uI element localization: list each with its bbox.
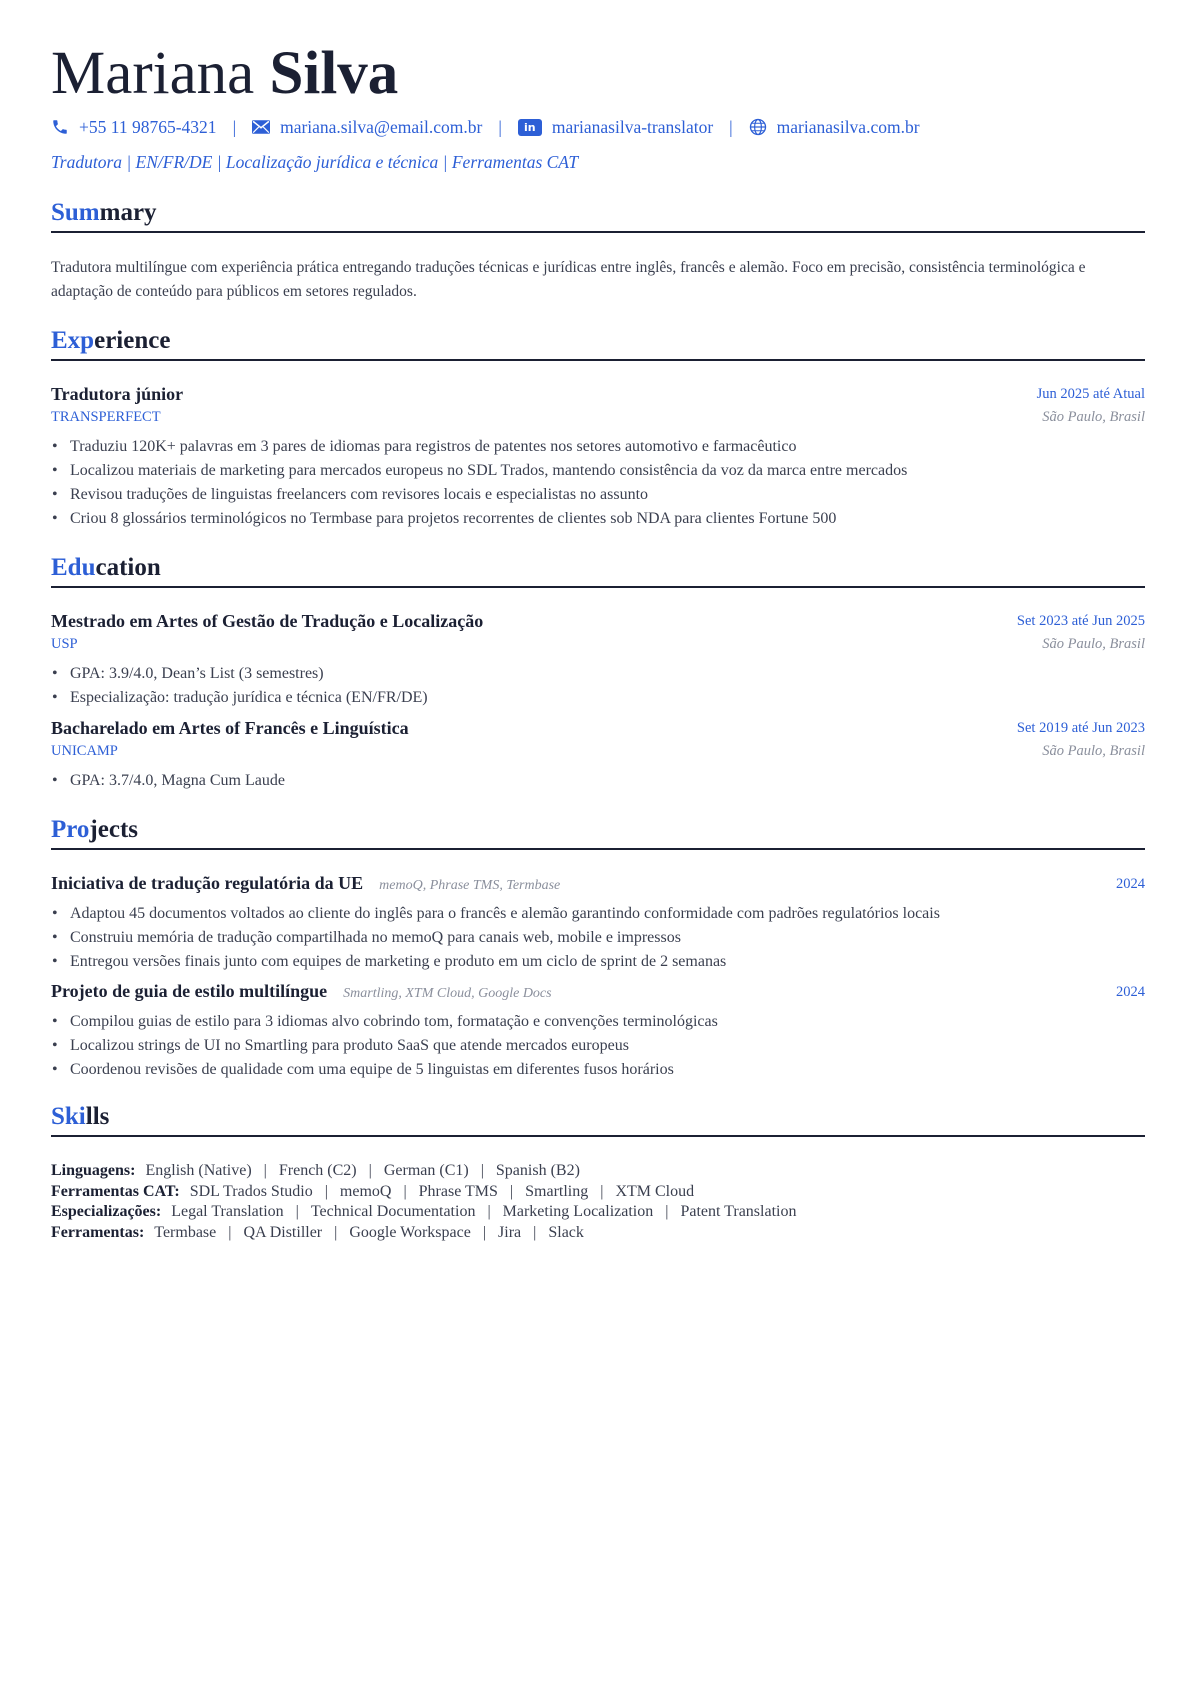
skill-value: Phrase TMS [418,1182,498,1200]
skill-value: Spanish (B2) [495,1162,580,1179]
skill-value: Slack [548,1223,584,1241]
list-item: • Construiu memória de tradução compartilhada no memoQ para canais web, mobile e impressos [51,926,1145,950]
skills-label: Ferramentas CAT: [51,1182,180,1200]
list-item: • GPA: 3.7/4.0, Magna Cum Laude [51,769,1145,793]
project-name-text: Projeto de guia de estilo multilíngue [51,981,328,1001]
skill-value: Technical Documentation [310,1203,476,1220]
contact-separator: | [729,116,733,137]
skill-value: German (C1) [383,1162,469,1179]
skill-separator: | [533,1223,537,1241]
skill-value: Google Workspace [349,1223,471,1241]
skill-value: Legal Translation [171,1203,284,1220]
section-title-accent: Exp [51,327,95,354]
phone-text: +55 11 98765-4321 [79,116,217,137]
experience-date: Jun 2025 até Atual [1036,386,1145,402]
linkedin-text: marianasilva-translator [551,116,714,137]
contact-bar [51,114,920,140]
education-org: UNICAMP [51,743,118,759]
list-item: • GPA: 3.9/4.0, Dean’s List (3 semestres) [51,662,1145,686]
project-bullets [51,902,1145,974]
contact-email[interactable] [252,117,482,138]
section-title-accent: Ski [51,1103,86,1130]
skill-separator: | [509,1182,514,1200]
section-title-skills [51,1102,1145,1137]
skill-separator: | [368,1162,372,1179]
section-title-rest: erience [94,327,171,354]
education-org: USP [51,636,78,652]
section-title-accent: Pro [51,816,90,843]
skills-label: Especializações: [51,1203,162,1220]
first-name: Mariana [51,40,255,107]
contact-phone[interactable] [51,117,217,138]
project-tech: Smartling, XTM Cloud, Google Docs [343,986,552,1001]
skills-row-specializations [51,1202,1145,1223]
section-title-education [51,553,1145,588]
project-name-text: Iniciativa de tradução regulatória da UE [51,873,364,893]
education-bullets [51,662,1145,710]
list-item: • Coordenou revisões de qualidade com uma equipe de 5 linguistas em diferentes fusos horários [51,1058,1145,1082]
skill-value: French (C2) [278,1162,357,1179]
section-title-experience [51,326,1145,361]
skill-separator: | [482,1223,487,1241]
globe-icon [749,118,767,136]
contact-separator: | [498,116,502,137]
section-title-summary [51,198,1145,233]
skill-separator: | [334,1223,338,1241]
contact-linkedin[interactable] [518,117,713,138]
experience-bullets [51,435,1145,531]
skills-row-tools [51,1223,1145,1244]
skill-value: QA Distiller [243,1223,323,1241]
list-item: • Compilou guias de estilo para 3 idiomas alvo cobrindo tom, formatação e convenções terminológicas [51,1010,1145,1034]
contact-website[interactable] [749,117,920,138]
education-degree: Mestrado em Artes of Gestão de Tradução e Localização [51,611,484,631]
education-location: São Paulo, Brasil [1042,743,1145,759]
skill-separator: | [665,1203,669,1220]
list-item: • Entregou versões finais junto com equipes de marketing e produto em um ciclo de sprint de 2 semanas [51,950,1145,974]
skill-value: Termbase [154,1223,217,1241]
summary-text: Tradutora multilíngue com experiência prática entregando traduções técnicas e jurídicas entre inglês, francês e alemão. Foco em precisão, consistência terminológica e adaptação de conteúdo para públicos em setores regulados. [51,259,1086,300]
section-title-rest: lls [85,1103,110,1130]
skill-value: Patent Translation [680,1203,797,1220]
education-date: Set 2019 até Jun 2023 [1016,720,1145,736]
section-title-accent: Edu [51,554,96,581]
project-date: 2024 [1116,984,1145,1000]
education-location: São Paulo, Brasil [1042,636,1145,652]
experience-org: TRANSPERFECT [51,409,161,425]
section-title-accent: Sum [51,199,100,226]
skill-value: Jira [498,1223,522,1241]
project-tech: memoQ, Phrase TMS, Termbase [379,878,561,893]
skill-value: English (Native) [145,1162,252,1179]
project-bullets [51,1010,1145,1082]
list-item: • Adaptou 45 documentos voltados ao cliente do inglês para o francês e alemão garantindo conformidade com padrões regulatórios locais [51,902,1145,926]
tagline: Tradutora | EN/FR/DE | Localização jurídica e técnica | Ferramentas CAT [51,152,579,172]
skill-value: Smartling [525,1182,589,1200]
list-item: • Criou 8 glossários terminológicos no Termbase para projetos recorrentes de clientes sob NDA para clientes Fortune 500 [51,507,1145,531]
skill-separator: | [403,1182,407,1200]
education-degree: Bacharelado em Artes of Francês e Linguística [51,718,409,738]
experience-role: Tradutora júnior [51,384,184,404]
skill-value: Marketing Localization [502,1203,654,1220]
section-title-rest: cation [95,554,161,581]
candidate-name [51,38,398,110]
section-title-projects [51,815,1145,850]
skill-separator: | [324,1182,328,1200]
last-name: Silva [269,40,399,107]
skills-row-cat-tools [51,1182,1145,1203]
skill-separator: | [487,1203,491,1220]
list-item: • Localizou strings de UI no Smartling para produto SaaS que atende mercados europeus [51,1034,1145,1058]
list-item: • Revisou traduções de linguistas freelancers com revisores locais e especialistas no assunto [51,483,1145,507]
list-item: • Especialização: tradução jurídica e técnica (EN/FR/DE) [51,686,1145,710]
project-name [51,981,552,1002]
skills-list [51,1161,1145,1243]
skill-separator: | [263,1162,267,1179]
skill-separator: | [480,1162,484,1179]
skill-separator: | [600,1182,604,1200]
skill-value: memoQ [339,1182,392,1200]
list-item: • Localizou materiais de marketing para mercados europeus no SDL Trados, mantendo consistência da voz da marca entre mercados [51,459,1145,483]
skill-separator: | [228,1223,232,1241]
project-name [51,873,560,894]
envelope-icon [252,118,270,136]
skill-value: XTM Cloud [615,1182,695,1200]
email-text: mariana.silva@email.com.br [280,116,483,137]
project-date: 2024 [1116,876,1145,892]
skill-value: SDL Trados Studio [189,1182,313,1200]
linkedin-icon: in [518,119,542,136]
list-item: • Traduziu 120K+ palavras em 3 pares de idiomas para registros de patentes nos setores automotivo e farmacêutico [51,435,1145,459]
education-bullets [51,769,1145,793]
contact-separator: | [232,116,237,137]
skills-row-languages [51,1161,1145,1182]
education-date: Set 2023 até Jun 2025 [1016,613,1145,629]
section-title-rest: mary [99,199,157,226]
website-text: marianasilva.com.br [776,116,920,137]
skills-label: Ferramentas: [51,1223,145,1241]
section-title-rest: jects [89,816,138,843]
skills-label: Linguagens: [51,1162,136,1179]
phone-icon [51,118,69,136]
experience-location: São Paulo, Brasil [1042,409,1145,425]
skill-separator: | [295,1203,299,1220]
